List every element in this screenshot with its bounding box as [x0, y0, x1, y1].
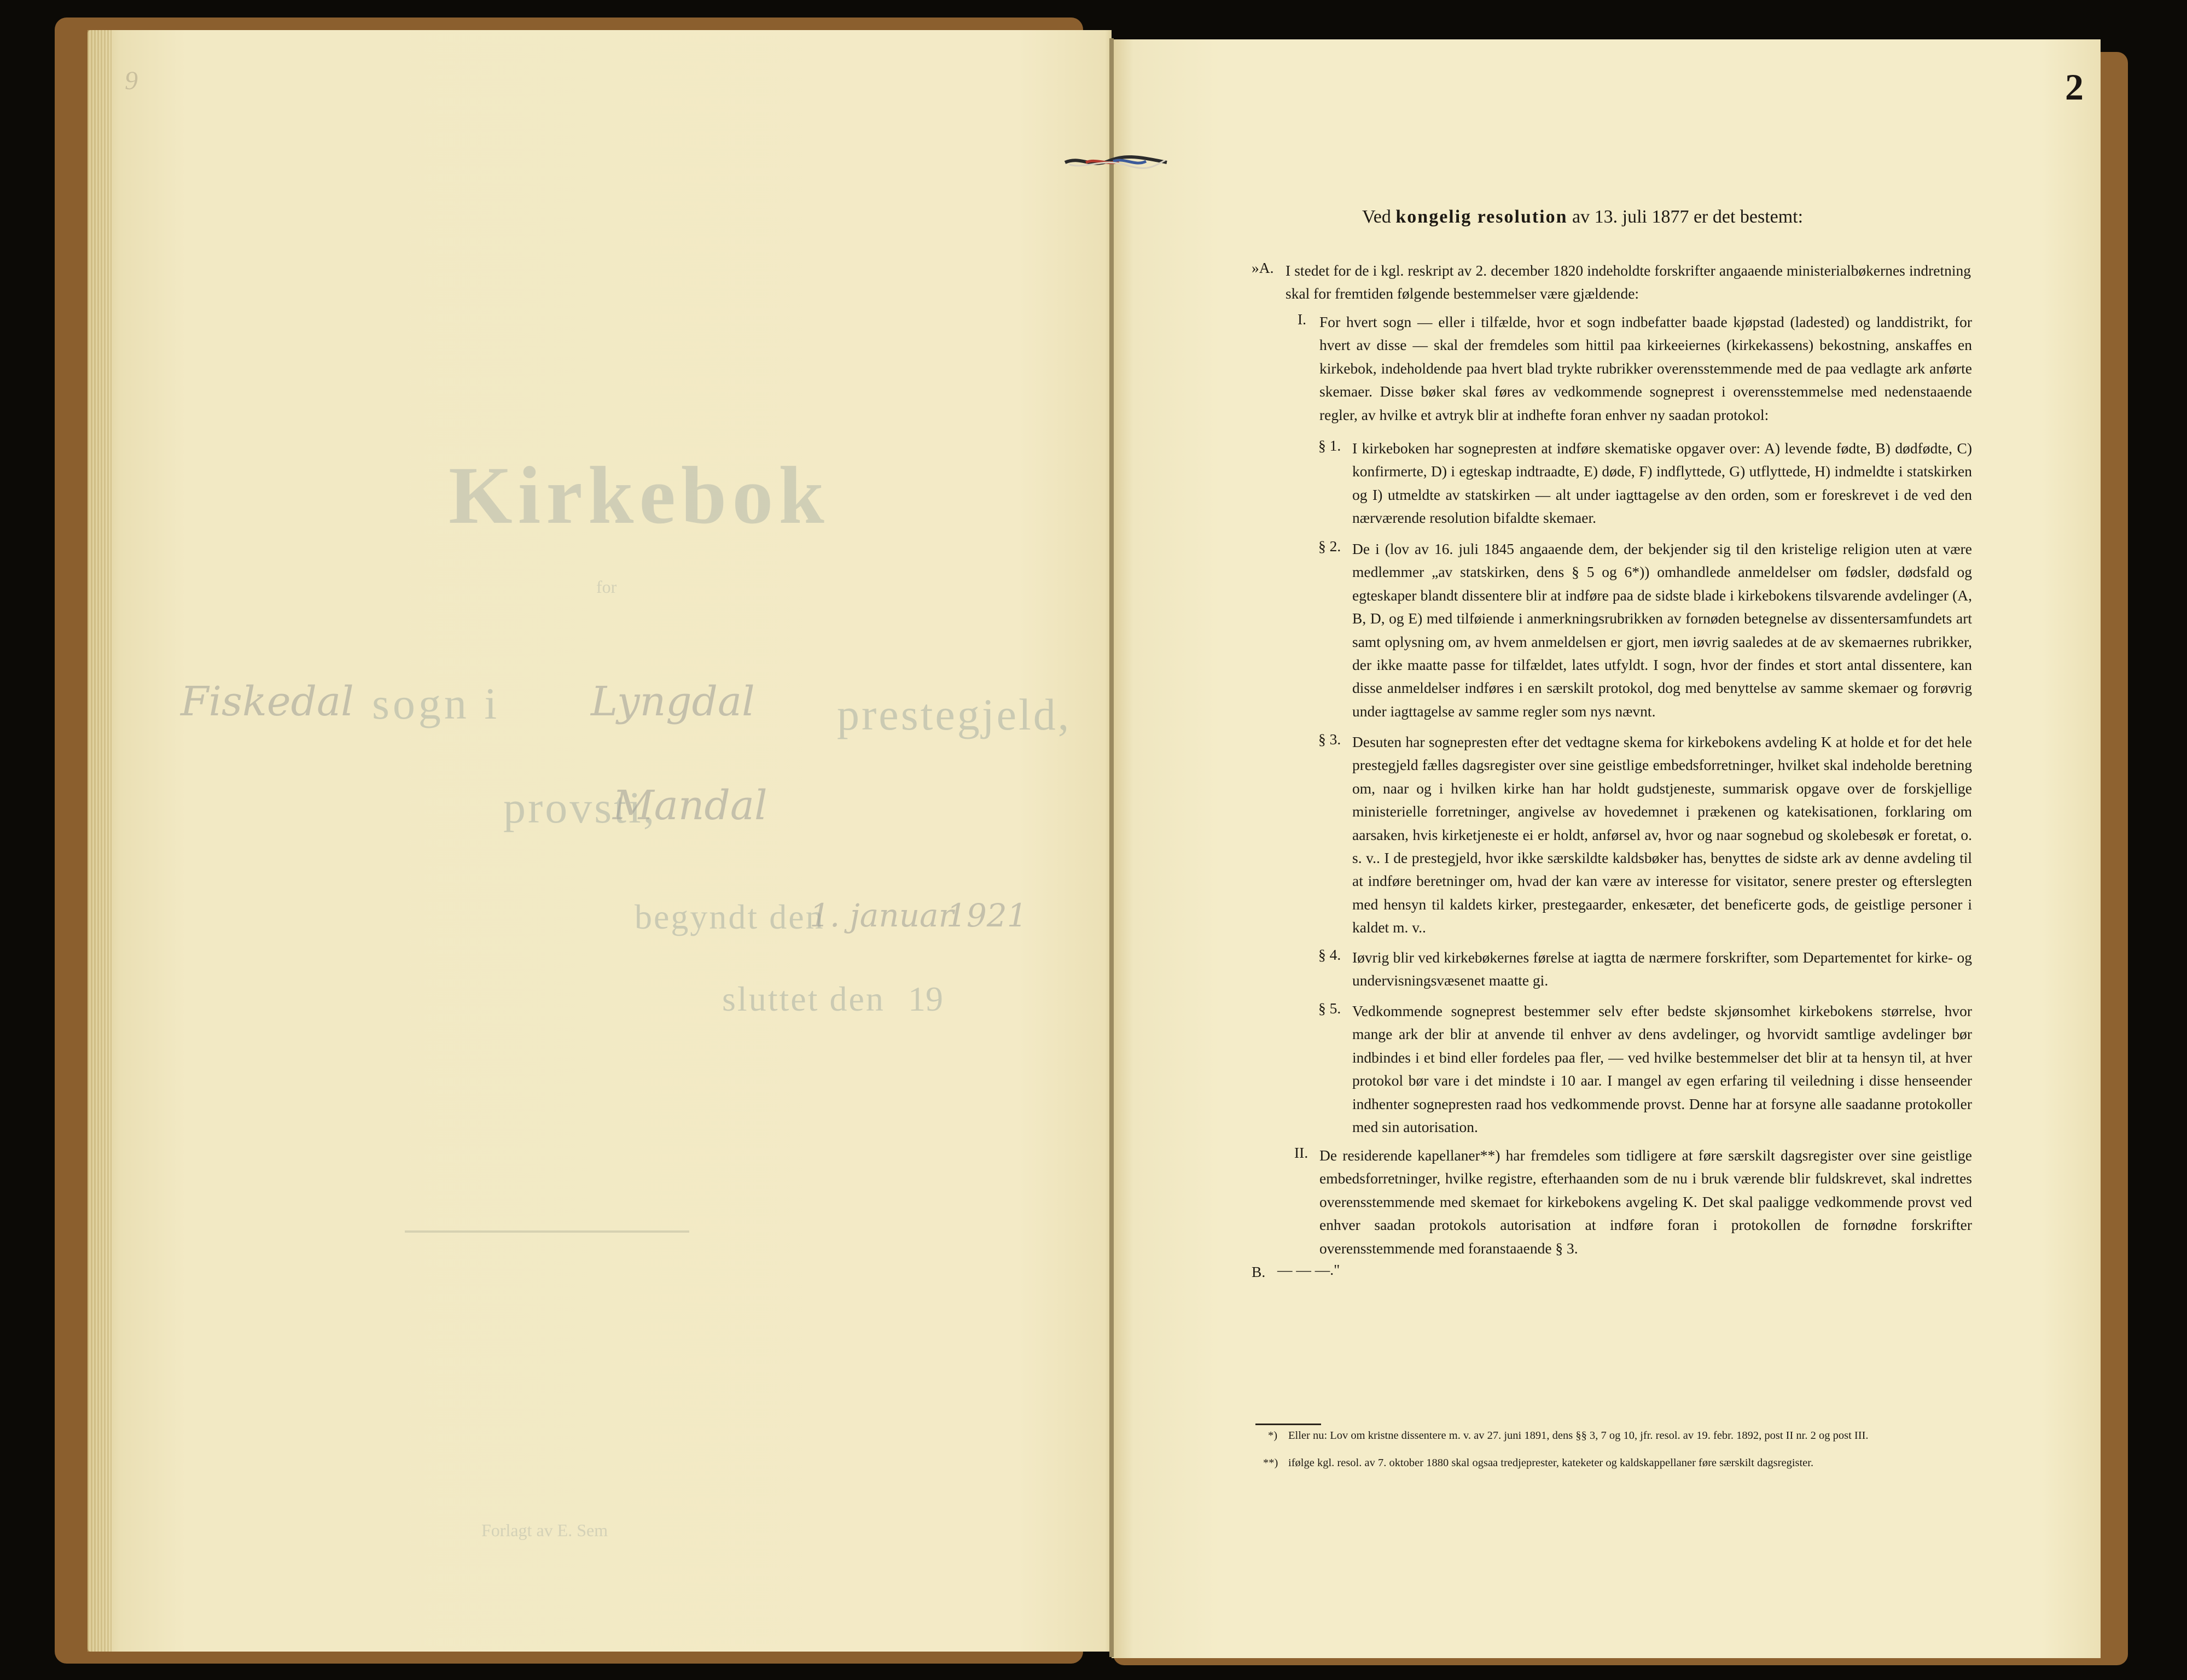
left-printer-line: Forlagt av E. Sem	[481, 1520, 608, 1540]
handwriting-sogn: Fiskedal	[181, 678, 354, 725]
footnote-2-text: ifølge kgl. resol. av 7. oktober 1880 skal ogsaa tredjeprester, kateketer og kaldskappellaner føre særskilt dagsregister.	[1288, 1457, 1814, 1469]
heading-pre: Ved	[1362, 207, 1391, 227]
left-provsti-label: provsti,	[503, 783, 657, 832]
heading-emphasis: kongelig resolution	[1395, 207, 1568, 227]
handwriting-prestegjeld: Lyngdal	[591, 678, 755, 725]
item-i-label: I.	[1298, 311, 1307, 328]
para-5-label: § 5.	[1318, 1000, 1341, 1017]
handwriting-provsti: Mandal	[613, 782, 767, 829]
para-2-label: § 2.	[1318, 538, 1341, 555]
para-1-text: I kirkeboken har sognepresten at indføre skematiske opgaver over: A) levende fødte, B) dødfødte, C) konfirmerte, D) i egteskap indtraadte, E) døde, F) indflyttede, G) utflyttede, H) indmeldte i statskirken og I) utmeldte av statskirken — alt under iagttagelse av den orden, som er foreskrevet i de ved den nærværende resolution bifaldte skemaer.	[1352, 440, 1972, 527]
footnote-1-mark: *)	[1268, 1430, 1278, 1442]
para-3-label: § 3.	[1318, 731, 1341, 748]
footnote-2-mark: **)	[1263, 1457, 1278, 1469]
para-4-label: § 4.	[1318, 946, 1341, 963]
section-b-label: B.	[1252, 1263, 1266, 1280]
section-a-label: »A.	[1252, 259, 1274, 276]
left-sluttet-label: sluttet den	[722, 979, 885, 1018]
left-sogn-label: sogn i	[372, 679, 501, 728]
handwriting-date: 1. januar	[810, 897, 954, 934]
footnote-rule	[1255, 1424, 1321, 1425]
left-page	[88, 30, 1112, 1652]
item-ii-label: II.	[1294, 1144, 1308, 1161]
para-4-text: Iøvrig blir ved kirkebøkernes førelse at iagtta de nærmere forskrifter, som Departementet for kirke- og undervisningsvæsenet maatte gi.	[1352, 949, 1972, 989]
left-ghost-rule	[405, 1230, 689, 1233]
para-2-text: De i (lov av 16. juli 1845 angaaende dem, der bekjender sig til den kristelige religion uten at være medlemmer „av statskirken, dens § 5 og 6*)) omhandlede anmeldelser om fødsler, dødsfald og egteskaper blandt dissentere blir at indføre paa de sidste blade i kirkebokens tilsvarende avdelinger (A, B, D, og E) med tilføiende i anmerkningsrubrikken av fornøden betegnelse av dissentersamfundets art samt oplysning om, av hvem anmeldelsen er gjort, men iøvrig saaledes at de av skemaernes rubrikker, der ikke maatte passe for tilfældet, lates utfyldt. I sogn, hvor der findes et stort antal dissentere, kan disse anmeldelser indføres i en særskilt protokol, dog med benyttelse av samme skemaer og forøvrig under iagttagelse av samme regler som nys nævnt.	[1352, 540, 1972, 720]
left-title-ghost: Kirkebok	[449, 450, 830, 541]
page-edge-strip	[88, 30, 112, 1652]
binding-thread-icon	[1064, 155, 1168, 169]
left-year-prefix: 19	[908, 979, 943, 1018]
section-b-text: — — —."	[1277, 1261, 1340, 1278]
item-i-text: For hvert sogn — eller i tilfælde, hvor et sogn indbefatter baade kjøpstad (ladested) og landdistrikt, for hvert av disse — skal der fremdeles som hittil paa kirkeeiernes (kirkekassens) bekostning, anskaffes en kirkebok, indeholdende paa hvert blad trykte rubrikker overensstemmende med de paa vedlagte ark anførte skemaer. Disse bøker skal føres av vedkommende sogneprest i overensstemmelse med nedenstaaende regler, av hvilke et avtryk blir at indhefte foran enhver ny saadan protokol:	[1319, 313, 1972, 423]
heading-post: av 13. juli 1877 er det bestemt:	[1572, 207, 1804, 227]
item-ii-text: De residerende kapellaner**) har fremdeles som tidligere at føre særskilt dagsregister over sine geistlige embedsforretninger, hvilke registre, efterhaanden som de nu i bruk værende blir fuldskrevet, skal indrettes overensstemmende med skemaet for kirkebokens avgeling K. Det skal paaligge vedkommende provst ved enhver saadan protokols autorisation at indføre foran i protokollen de fornødne forskrifter overensstemmende med foranstaaende § 3.	[1319, 1147, 1972, 1257]
page-number: 2	[2065, 66, 2084, 108]
corner-pencil-mark: 9	[125, 66, 138, 95]
para-5-text: Vedkommende sogneprest bestemmer selv efter bedste skjønsomhet kirkebokens størrelse, hvor mange ark der blir at anvende til enhver av dens avdelinger, og hvorvidt samtlige avdelinger bør indbindes i et bind eller fordeles paa fler, — ved hvilke bestemmelser det blir at ta hensyn til, at hver protokol bør vare i det mindste i 10 aar. I mangel av egen erfaring til veiledning i disse henseender indhenter sognepresten raad hos vedkommende provst. Denne har at forsyne alle saadanne protokoller med sin autorisation.	[1352, 1002, 1972, 1136]
left-small-line: for	[596, 577, 617, 597]
para-3-text: Desuten har sognepresten efter det vedtagne skema for kirkebokens avdeling K at holde et for det hele prestegjeld fælles dagsregister over sine geistlige embedsforretninger, hvilket skal indeholde beretning om, naar og i hvilken kirke han har holdt gudstjeneste, summarisk opgave over de forskjellige ministerielle forretninger, angivelse av hovedemnet i prækenen og katekisationen, forklaring om aarsaken, hvis kirketjeneste ei er holdt, anførsel av, hvor og naar sognebud og skolebesøk er foretat, o. s. v.. I de prestegjeld, hvor ikke særskildte kaldsbøker has, benyttes de sidste ark av denne avdeling til at indføre beretninger om, hvad der kan være av interesse for visitator, senere prester og efterslegten med hensyn til kaldets kirker, prestegaarder, enkesæter, det beneficerte gods, de geistlige personer i kaldet m. v..	[1352, 733, 1972, 936]
left-prestegjeld-label: prestegjeld,	[837, 690, 1072, 739]
para-1-label: § 1.	[1318, 437, 1341, 454]
left-begyndt-label: begyndt den	[635, 897, 825, 936]
book-gutter	[1109, 38, 1114, 1657]
footnote-1-text: Eller nu: Lov om kristne dissentere m. v. av 27. juni 1891, dens §§ 3, 7 og 10, jfr. resol. av 19. febr. 1892, post II nr. 2 og post III.	[1288, 1430, 1869, 1442]
section-a-text: I stedet for de i kgl. reskript av 2. december 1820 indeholdte forskrifter angaaende ministerialbøkernes indretning skal for fremtiden følgende bestemmelser være gjældende:	[1286, 262, 1971, 302]
resolution-heading	[1362, 207, 1803, 228]
handwriting-year: 1921	[946, 897, 1027, 934]
